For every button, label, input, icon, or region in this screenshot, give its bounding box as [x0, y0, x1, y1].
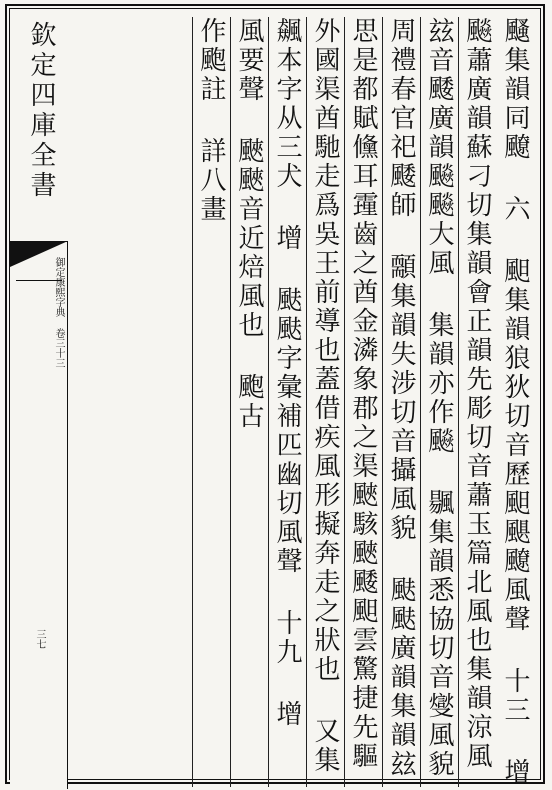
collection-name: 御定康熙字典: [53, 257, 64, 317]
text-column-3: 玆音䬐廣韻飈飈大風 集韻亦作飈 䬗集韻悉協切音燮風貌: [420, 17, 458, 787]
text-column-7: 飆本字从三犬 增 颫颫字彙補匹幽切風聲 十九 增: [268, 17, 306, 787]
text-column-9: 作颮註 詳八畫: [192, 17, 230, 787]
page-border: [9, 8, 541, 787]
text-column-5: 思是都賦儵耳䨪齒之酋金潾象郡之渠䬊駭䬊䬐䫻雲驚捷先驅: [344, 17, 382, 787]
side-collection: [24, 257, 64, 437]
page-number: 三七: [34, 629, 45, 649]
text-column-8: 風要聲 䬊䬊音近焙風也 颮古: [230, 17, 268, 787]
text-column-1: 颾集韻同飉 六 䫻集韻狼狄切音歷䫻颶飉風聲 十三 增: [500, 17, 530, 787]
text-column-2: 飈蕭廣韻蘇刁切集韻會正韻先彫切音蕭玉篇北風也集韻涼風: [458, 17, 496, 787]
text-column-6: 外國渠酋馳走爲吳王前導也蓋借疾風形擬奔走之狀也 又集: [306, 17, 344, 787]
book-title: 欽定四庫全書: [26, 21, 56, 201]
volume-label: 卷三十三: [53, 328, 64, 368]
text-column-4: 周禮春官祀䬐師 䫱集韻失涉切音攝風貌 颫颫廣韻集韻玆: [382, 17, 420, 787]
